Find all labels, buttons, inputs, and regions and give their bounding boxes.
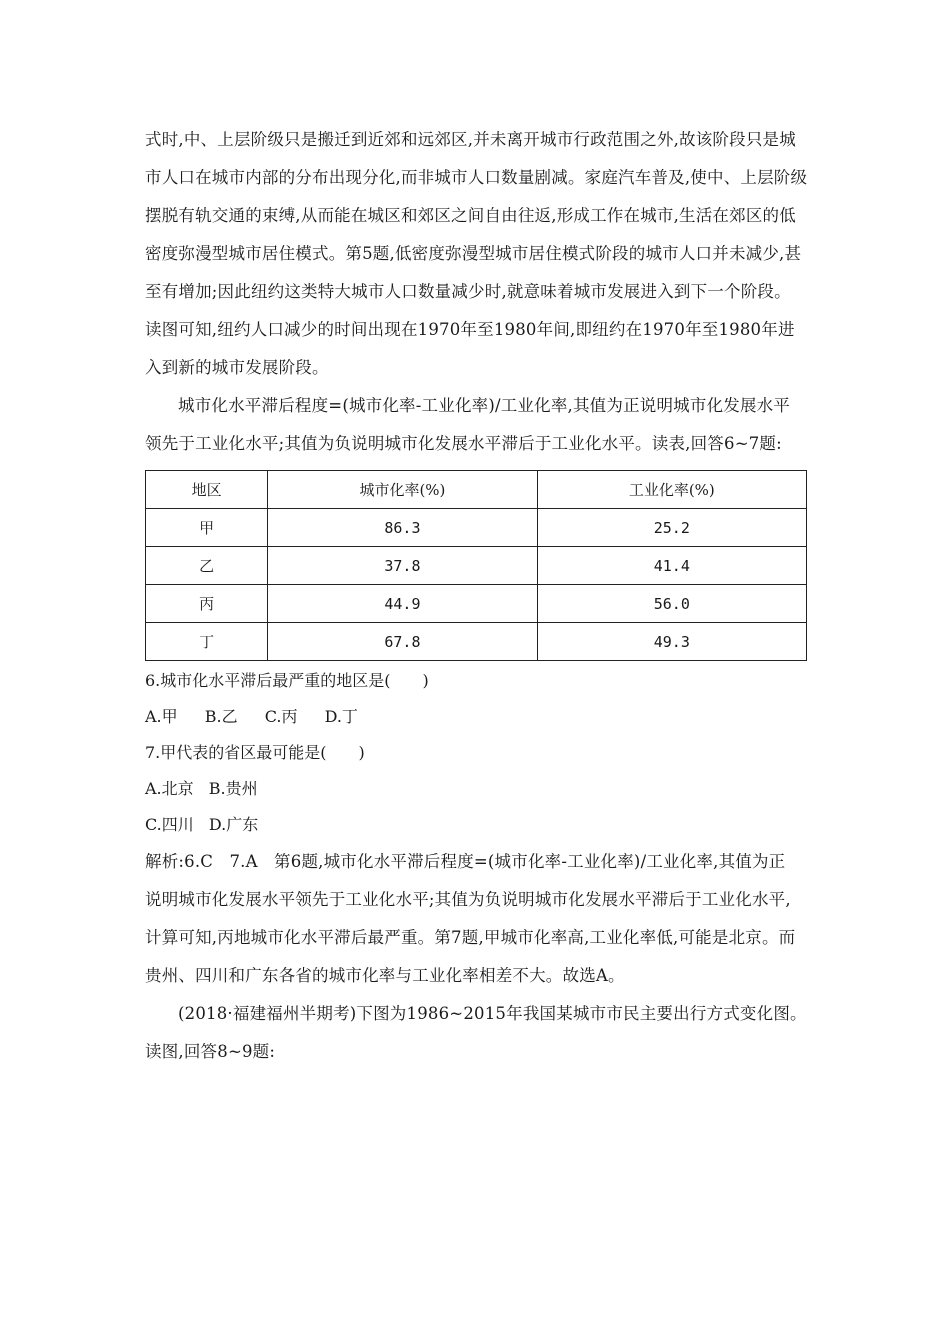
text-line: 城市化水平滞后程度=(城市化率-工业化率)/工业化率,其值为正说明城市化发展水平 <box>178 396 791 415</box>
option-a: A.甲 <box>145 707 178 726</box>
text-line: 贵州、四川和广东各省的城市化率与工业化率相差不大。故选A。 <box>145 966 625 985</box>
question-7-stem: 7.甲代表的省区最可能是( ) <box>145 743 365 762</box>
text-line: 式时,中、上层阶级只是搬迁到近郊和远郊区,并未离开城市行政范围之外,故该阶段只是城 <box>145 130 796 149</box>
intro-paragraph <box>145 387 809 463</box>
industrial-rate-cell: 25.2 <box>537 509 806 547</box>
industrial-rate-cell: 41.4 <box>537 547 806 585</box>
question-7-options-line2 <box>145 807 809 843</box>
next-section-intro <box>145 995 809 1071</box>
region-cell: 丁 <box>146 623 268 661</box>
text-line: 市人口在城市内部的分布出现分化,而非城市人口数量剧减。家庭汽车普及,使中、上层阶级 <box>145 168 808 187</box>
option-d: D.丁 <box>324 707 358 726</box>
text-line: 摆脱有轨交通的束缚,从而能在城区和郊区之间自由往返,形成工作在城市,生活在郊区的低 <box>145 206 796 225</box>
table-row <box>146 547 807 585</box>
option-c: C.四川 <box>145 815 194 834</box>
text-line: 至有增加;因此纽约这类特大城市人口数量减少时,就意味着城市发展进入到下一个阶段。 <box>145 282 791 301</box>
explanation-paragraph <box>145 121 809 387</box>
option-d: D.广东 <box>208 815 259 834</box>
analysis-paragraph <box>145 843 809 995</box>
question-6-stem: 6.城市化水平滞后最严重的地区是( ) <box>145 671 429 690</box>
option-b: B.贵州 <box>208 779 258 798</box>
text-line: 密度弥漫型城市居住模式。第5题,低密度弥漫型城市居住模式阶段的城市人口并未减少,甚 <box>145 244 802 263</box>
text-line: 解析:6.C 7.A 第6题,城市化水平滞后程度=(城市化率-工业化率)/工业化率,其值为正 <box>145 852 786 871</box>
industrial-rate-cell: 49.3 <box>537 623 806 661</box>
page-content <box>145 121 809 1071</box>
industrial-rate-cell: 56.0 <box>537 585 806 623</box>
header-region: 地区 <box>146 471 268 509</box>
question-6-options <box>145 699 809 735</box>
table-row <box>146 623 807 661</box>
text-line: 领先于工业化水平;其值为负说明城市化发展水平滞后于工业化水平。读表,回答6~7题: <box>145 434 782 453</box>
header-industrial-rate: 工业化率(%) <box>537 471 806 509</box>
table-header-row <box>146 471 807 509</box>
text-line: 读图可知,纽约人口减少的时间出现在1970年至1980年间,即纽约在1970年至1980年进 <box>145 320 795 339</box>
text-line: 计算可知,丙地城市化水平滞后最严重。第7题,甲城市化率高,工业化率低,可能是北京。而 <box>145 928 796 947</box>
region-cell: 乙 <box>146 547 268 585</box>
text-line: (2018·福建福州半期考)下图为1986~2015年我国某城市市民主要出行方式变化图。 <box>178 1004 807 1023</box>
urban-rate-cell: 44.9 <box>268 585 537 623</box>
option-a: A.北京 <box>145 779 194 798</box>
text-line: 说明城市化发展水平领先于工业化水平;其值为负说明城市化发展水平滞后于工业化水平, <box>145 890 791 909</box>
urban-rate-cell: 67.8 <box>268 623 537 661</box>
option-c: C.丙 <box>264 707 298 726</box>
urban-rate-cell: 37.8 <box>268 547 537 585</box>
table-row <box>146 509 807 547</box>
option-b: B.乙 <box>204 707 238 726</box>
region-cell: 丙 <box>146 585 268 623</box>
question-7-options-line1 <box>145 771 809 807</box>
urbanization-table <box>145 470 807 661</box>
table-row <box>146 585 807 623</box>
header-urban-rate: 城市化率(%) <box>268 471 537 509</box>
text-line: 入到新的城市发展阶段。 <box>145 358 329 377</box>
text-line: 读图,回答8~9题: <box>145 1042 276 1061</box>
region-cell: 甲 <box>146 509 268 547</box>
urban-rate-cell: 86.3 <box>268 509 537 547</box>
